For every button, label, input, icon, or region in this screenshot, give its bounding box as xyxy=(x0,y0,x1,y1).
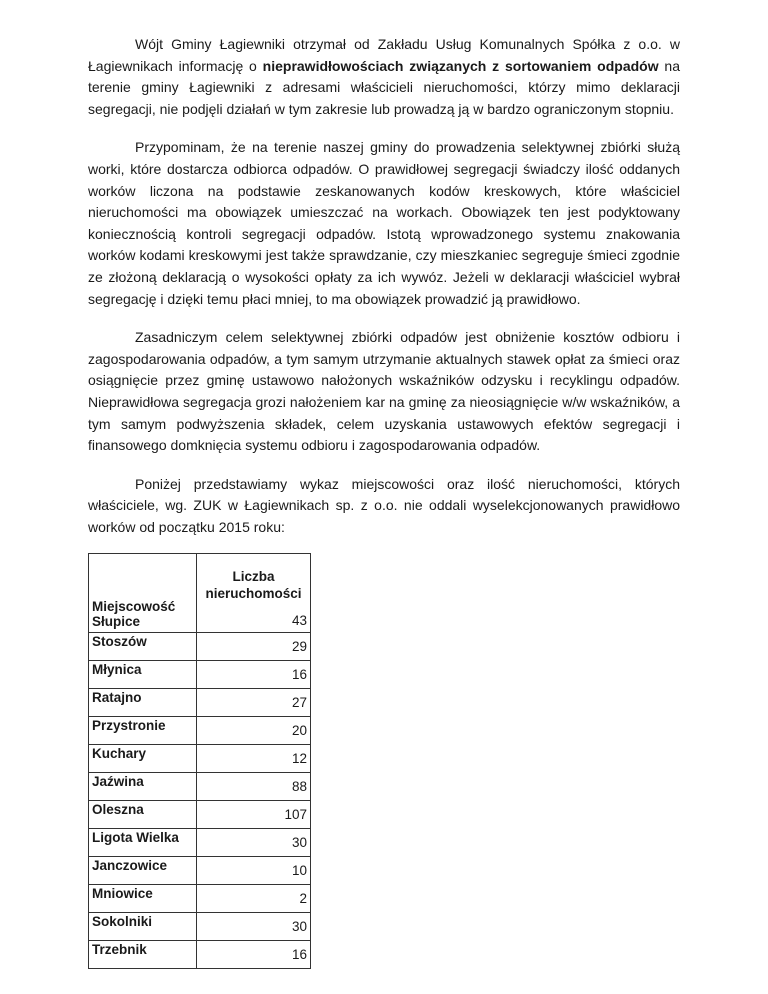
row-place: Mniowice xyxy=(89,885,197,913)
row-place: Janczowice xyxy=(89,857,197,885)
table-row xyxy=(89,717,311,745)
table-row xyxy=(89,801,311,829)
row-place: Trzebnik xyxy=(89,941,197,969)
row-count-slupice: 43 xyxy=(291,613,307,628)
row-count: 16 xyxy=(197,661,311,689)
paragraph-bags: Przypominam, że na terenie naszej gminy do prowadzenia selektywnej zbiórki służą worki, które dostarcza odbiorca odpadów. O prawidłowej segregacji świadczy ilość oddanych worków liczona na podstawie zeskanowanych kodów kreskowych, które właściciel nieruchomości ma obowiązek umieszczać na workach. Obowiązek ten jest podyktowany koniecznością kontroli segregacji odpadów. Istotą wprowadzonego systemu znakowania worków kodami kreskowymi jest także sprawdzanie, czy mieszkaniec segreguje śmieci zgodnie ze złożoną deklaracją o wysokości opłaty za ich wywóz. Jeżeli w deklaracji właściciel wybrał segregację i dzięki temu płaci mniej, to ma obowiązek prowadzić ją prawidłowo. xyxy=(88,139,680,307)
document-body xyxy=(88,34,680,555)
table-row xyxy=(89,857,311,885)
row-place-slupice: Słupice xyxy=(92,614,141,629)
header-count-label-1: Liczba xyxy=(232,569,275,584)
row-count: 2 xyxy=(197,885,311,913)
row-count: 30 xyxy=(197,829,311,857)
table-row xyxy=(89,689,311,717)
header-cell-count xyxy=(197,554,311,633)
row-count: 16 xyxy=(197,941,311,969)
row-count: 10 xyxy=(197,857,311,885)
paragraph-intro-text-2: na terenie gminy Łagiewniki z adresami właścicieli nieruchomości, którzy mimo deklaracji segregacji, nie podjęli działań w tym zakresie lub prowadzą ją w bardzo ograniczonym stopniu. xyxy=(88,57,680,117)
header-cell-place xyxy=(89,554,197,633)
table-header-row xyxy=(89,554,311,633)
row-count: 30 xyxy=(197,913,311,941)
table-row xyxy=(89,941,311,969)
table-row xyxy=(89,913,311,941)
row-count: 12 xyxy=(197,745,311,773)
table-row xyxy=(89,745,311,773)
table-row xyxy=(89,773,311,801)
paragraph-intro-bold: nieprawidłowościach związanych z sortowaniem odpadów xyxy=(262,57,659,74)
row-place: Ligota Wielka xyxy=(89,829,197,857)
row-place: Kuchary xyxy=(89,745,197,773)
row-count: 27 xyxy=(197,689,311,717)
header-count-label-2: nieruchomości xyxy=(205,586,302,601)
row-count: 20 xyxy=(197,717,311,745)
row-place: Przystronie xyxy=(89,717,197,745)
row-count: 29 xyxy=(197,633,311,661)
row-count: 107 xyxy=(197,801,311,829)
row-place: Sokolniki xyxy=(89,913,197,941)
table-row xyxy=(89,633,311,661)
row-place: Oleszna xyxy=(89,801,197,829)
table-row xyxy=(89,885,311,913)
table-row xyxy=(89,661,311,689)
row-place: Młynica xyxy=(89,661,197,689)
table-row xyxy=(89,829,311,857)
paragraph-intro-text-1: Wójt Gminy Łagiewniki otrzymał od Zakładu Usług Komunalnych Spółka z o.o. w Łagiewnikach informację o xyxy=(88,36,680,74)
paragraph-intro xyxy=(88,34,680,120)
paragraph-goal: Zasadniczym celem selektywnej zbiórki odpadów jest obniżenie kosztów odbioru i zagospodarowania odpadów, a tym samym utrzymanie aktualnych stawek opłat za śmieci oraz osiągnięcie przez gminę ustawowo nałożonych wskaźników odzysku i recyklingu odpadów. Nieprawidłowa segregacja grozi nałożeniem kar na gminę za nieosiągnięcie w/w wskaźników, a tym samym podwyższenia składek, celem uzyskania ustawowych efektów segregacji i finansowego domknięcia systemu odbioru i zagospodarowania odpadów. xyxy=(88,329,680,454)
row-count: 88 xyxy=(197,773,311,801)
row-place: Ratajno xyxy=(89,689,197,717)
header-place-label: Miejscowość xyxy=(92,599,176,614)
row-place: Stoszów xyxy=(89,633,197,661)
paragraph-list-intro: Poniżej przedstawiamy wykaz miejscowości oraz ilość nieruchomości, których właściciele, wg. ZUK w Łagiewnikach sp. z o.o. nie oddali wyselekcjonowanych prawidłowo worków od początku 2015 roku: xyxy=(88,475,680,535)
properties-table xyxy=(88,553,311,969)
row-place: Jaźwina xyxy=(89,773,197,801)
